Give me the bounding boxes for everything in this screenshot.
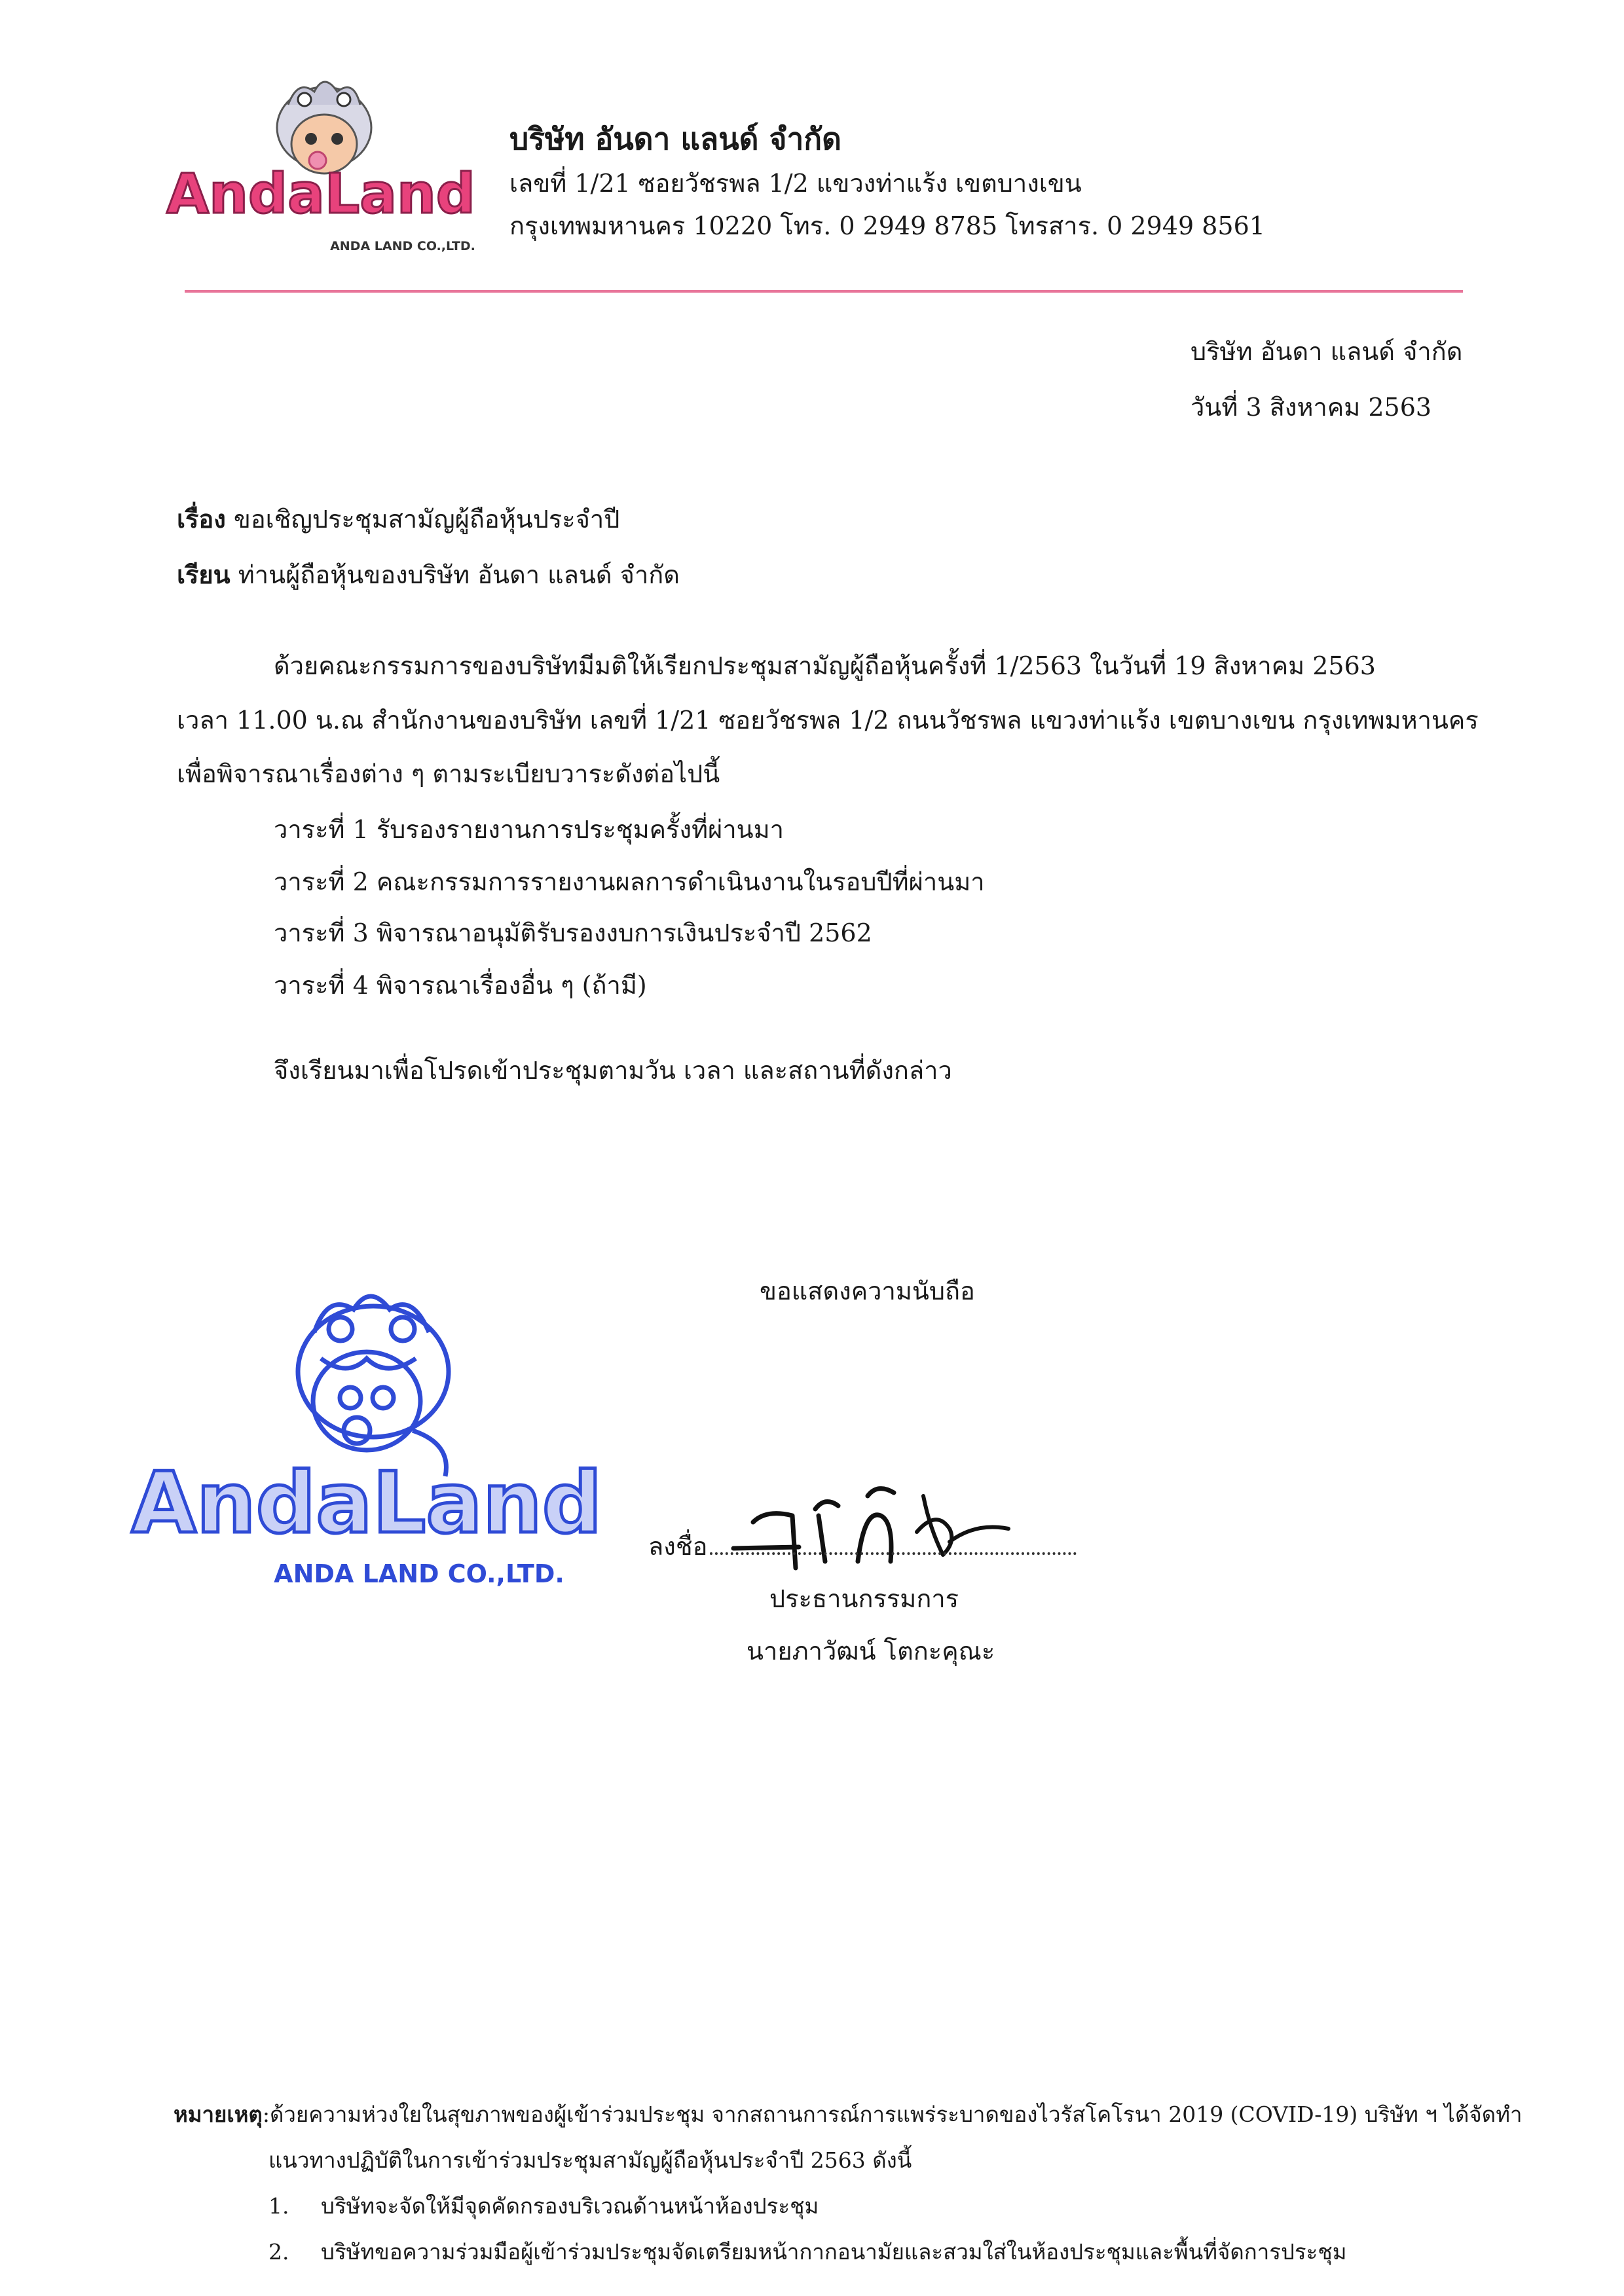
recipient-text: ท่านผู้ถือหุ้นของบริษัท อันดา แลนด์ จำกัด bbox=[238, 560, 680, 589]
note-item-1-text: บริษัทจะจัดให้มีจุดคัดกรองบริเวณด้านหน้าห้องประชุม bbox=[321, 2193, 819, 2219]
svg-text:AndaLand: AndaLand bbox=[131, 1455, 602, 1552]
note-line-1 bbox=[174, 2102, 1522, 2128]
note-item-2 bbox=[268, 2239, 1347, 2265]
sign-line bbox=[648, 1532, 1077, 1562]
subject-text: ขอเชิญประชุมสามัญผู้ถือหุ้นประจำปี bbox=[233, 505, 620, 534]
sign-label: ลงชื่อ bbox=[648, 1532, 708, 1561]
agenda-item-1: วาระที่ 1 รับรองรายงานการประชุมครั้งที่ผ่านมา bbox=[274, 815, 784, 844]
letterhead-address-line1: เลขที่ 1/21 ซอยวัชรพล 1/2 แขวงท่าแร้ง เขตบางเขน bbox=[509, 169, 1082, 198]
svg-text:ANDA LAND CO.,LTD.: ANDA LAND CO.,LTD. bbox=[330, 239, 475, 253]
body-line-1: ด้วยคณะกรรมการของบริษัทมีมติให้เรียกประชุมสามัญผู้ถือหุ้นครั้งที่ 1/2563 ในวันที่ 19 สิงหาคม 2563 bbox=[274, 651, 1376, 680]
sign-dotted-line bbox=[710, 1533, 1077, 1555]
note-text-1: :ด้วยความห่วงใยในสุขภาพของผู้เข้าร่วมประชุม จากสถานการณ์การแพร่ระบาดของไวรัสโคโรนา 2019 (COVID-19) บริษัท ฯ ได้จัดทำ bbox=[262, 2102, 1522, 2127]
recipient-label: เรียน bbox=[177, 560, 231, 589]
subject-line bbox=[177, 504, 619, 535]
note-item-1-num: 1. bbox=[268, 2193, 289, 2219]
closing-line: จึงเรียนมาเพื่อโปรดเข้าประชุมตามวัน เวลา และสถานที่ดังกล่าว bbox=[274, 1056, 952, 1085]
note-item-2-text: บริษัทขอความร่วมมือผู้เข้าร่วมประชุมจัดเตรียมหน้ากากอนามัยและสวมใส่ในห้องประชุมและพื้นที่จัดการประชุม bbox=[321, 2239, 1347, 2265]
note-item-2-num: 2. bbox=[268, 2239, 289, 2265]
body-line-2: เวลา 11.00 น.ณ สำนักงานของบริษัท เลขที่ 1/21 ซอยวัชรพล 1/2 ถนนวัชรพล แขวงท่าแร้ง เขตบางเขน กรุงเทพมหานคร bbox=[177, 706, 1479, 735]
svg-text:AndaLand: AndaLand bbox=[166, 162, 475, 226]
sender-company: บริษัท อันดา แลนด์ จำกัด bbox=[1190, 337, 1463, 366]
note-line-2: แนวทางปฏิบัติในการเข้าร่วมประชุมสามัญผู้ถือหุ้นประจำปี 2563 ดังนี้ bbox=[268, 2147, 912, 2173]
recipient-line bbox=[177, 560, 680, 591]
letterhead-address-line2: กรุงเทพมหานคร 10220 โทร. 0 2949 8785 โทรสาร. 0 2949 8561 bbox=[509, 211, 1265, 240]
agenda-item-4: วาระที่ 4 พิจารณาเรื่องอื่น ๆ (ถ้ามี) bbox=[274, 971, 647, 1000]
baby-mascot-icon bbox=[166, 65, 475, 262]
note-item-1 bbox=[268, 2193, 819, 2219]
letterhead-divider bbox=[185, 290, 1463, 293]
signer-name: นายภาวัฒน์ โตกะคุณะ bbox=[747, 1637, 995, 1666]
agenda-item-2: วาระที่ 2 คณะกรรมการรายงานผลการดำเนินงานในรอบปีที่ผ่านมา bbox=[274, 867, 985, 896]
agenda-item-3: วาระที่ 3 พิจารณาอนุมัติรับรองงบการเงินประจำปี 2562 bbox=[274, 919, 872, 947]
company-logo bbox=[166, 65, 475, 262]
company-stamp bbox=[131, 1280, 602, 1594]
letterhead-company-name: บริษัท อันดา แลนด์ จำกัด bbox=[509, 121, 842, 156]
svg-text:ANDA LAND CO.,LTD.: ANDA LAND CO.,LTD. bbox=[274, 1559, 564, 1588]
letter-date: วันที่ 3 สิงหาคม 2563 bbox=[1190, 393, 1432, 422]
signer-position: ประธานกรรมการ bbox=[769, 1584, 959, 1613]
note-label: หมายเหตุ bbox=[174, 2102, 263, 2127]
body-line-3: เพื่อพิจารณาเรื่องต่าง ๆ ตามระเบียบวาระดังต่อไปนี้ bbox=[177, 759, 720, 788]
regards-text: ขอแสดงความนับถือ bbox=[760, 1277, 975, 1305]
stamp-mascot-icon bbox=[131, 1280, 602, 1594]
subject-label: เรื่อง bbox=[177, 504, 226, 534]
